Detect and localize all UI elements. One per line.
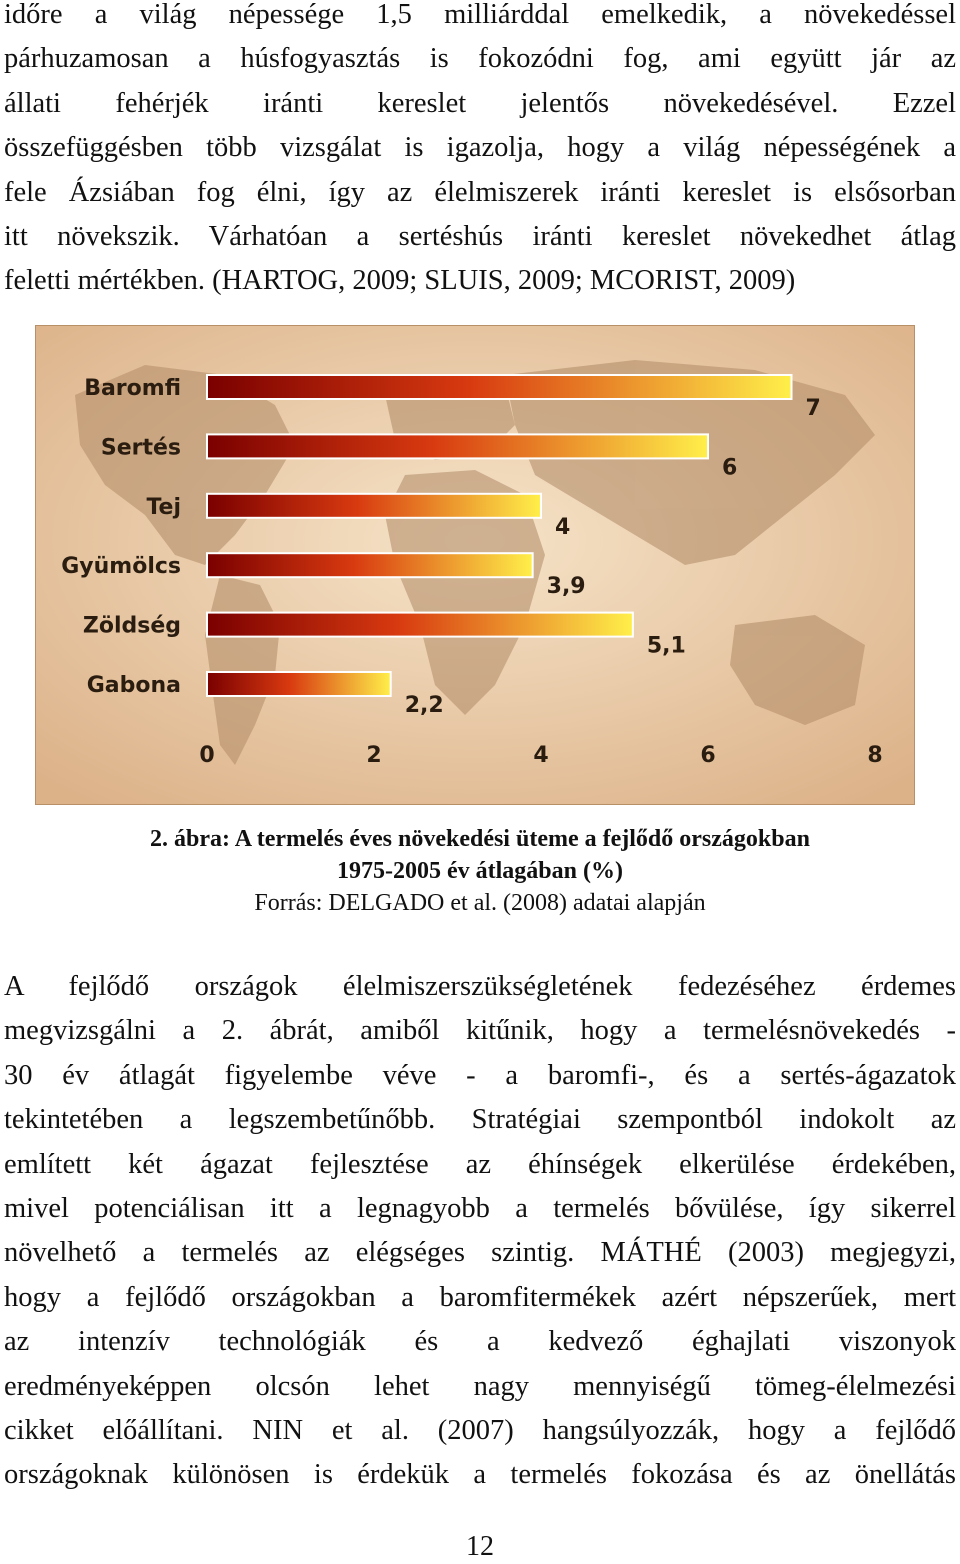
category-label: Baromfi xyxy=(84,376,181,401)
category-label: Sertés xyxy=(100,435,181,461)
growth-rate-bar-chart xyxy=(35,325,915,805)
x-tick-label: 0 xyxy=(199,743,215,768)
category-label: Zöldség xyxy=(82,613,181,639)
text-line: növelhető a termelés az elégséges szintig. MÁTHÉ (2003) megjegyzi, xyxy=(4,1237,956,1269)
text-line: mivel potenciálisan itt a legnagyobb a termelés bővülése, így sikerrel xyxy=(4,1193,956,1225)
text-line: megvizsgálni a 2. ábrát, amiből kitűnik, hogy a termelésnövekedés - xyxy=(4,1015,956,1047)
figure-caption-title: 2. ábra: A termelés éves növekedési üteme a fejlődő országokban xyxy=(150,826,810,852)
x-tick-label: 6 xyxy=(700,743,716,768)
text-line: tekintetében a legszembetűnőbb. Stratégiai szempontból indokolt az xyxy=(4,1104,956,1136)
text-line: 30 év átlagát figyelembe véve - a baromfi-, és a sertés-ágazatok xyxy=(4,1059,956,1091)
intro-paragraph xyxy=(4,0,956,304)
growth-rate-figure xyxy=(35,325,915,805)
x-tick-label: 4 xyxy=(533,743,549,768)
x-tick-label: 2 xyxy=(366,743,382,768)
category-label: Gabona xyxy=(86,673,181,698)
bar xyxy=(207,494,541,518)
data-label: 6 xyxy=(722,455,738,481)
figure-caption-source: Forrás: DELGADO et al. (2008) adatai alapján xyxy=(254,890,706,916)
text-line: országoknak különösen is érdekük a termelés fokozása és az önellátás xyxy=(4,1459,956,1491)
text-line: az intenzív technológiák és a kedvező éghajlati viszonyok xyxy=(4,1326,956,1358)
text-line: feletti mértékben. (HARTOG, 2009; SLUIS, 2009; MCORIST, 2009) xyxy=(4,265,796,297)
bar xyxy=(207,553,533,577)
page-number: 12 xyxy=(466,1531,494,1562)
analysis-paragraph xyxy=(4,965,956,1498)
x-tick-label: 8 xyxy=(867,743,883,768)
text-line: állati fehérjék iránti kereslet jelentős növekedésével. Ezzel xyxy=(4,87,956,119)
data-label: 4 xyxy=(555,514,571,540)
figure-caption-subtitle: 1975-2005 év átlagában (%) xyxy=(337,858,623,884)
bar xyxy=(207,375,792,399)
bar xyxy=(207,434,708,458)
text-line: említett két ágazat fejlesztése az éhínségek elkerülése érdekében, xyxy=(4,1148,956,1180)
bar xyxy=(207,672,391,696)
text-line: cikket előállítani. NIN et al. (2007) hangsúlyozzák, hogy a fejlődő xyxy=(4,1415,956,1447)
bar xyxy=(207,613,633,637)
data-label: 3,9 xyxy=(546,574,586,600)
text-line: A fejlődő országok élelmiszerszükségletének fedezéséhez érdemes xyxy=(4,971,956,1002)
text-line: összefüggésben több vizsgálat is igazolja, hogy a világ népességének a xyxy=(4,132,956,164)
text-line: eredményeképpen olcsón lehet nagy mennyiségű tömeg-élelmezési xyxy=(4,1370,956,1402)
text-line: fele Ázsiában fog élni, így az élelmiszerek iránti kereslet is elsősorban xyxy=(4,176,956,208)
category-label: Tej xyxy=(146,494,181,520)
text-line: időre a világ népessége 1,5 milliárddal emelkedik, a növekedéssel xyxy=(4,0,956,30)
category-label: Gyümölcs xyxy=(61,554,181,580)
data-label: 2,2 xyxy=(404,693,444,718)
text-line: hogy a fejlődő országokban a baromfitermékek azért népszerűek, mert xyxy=(4,1281,956,1313)
data-label: 5,1 xyxy=(646,633,686,659)
text-line: párhuzamosan a húsfogyasztás is fokozódni fog, ami együtt jár az xyxy=(4,43,956,75)
text-line: itt növekszik. Várhatóan a sertéshús iránti kereslet növekedhet átlag xyxy=(4,221,956,253)
data-label: 7 xyxy=(805,396,821,421)
